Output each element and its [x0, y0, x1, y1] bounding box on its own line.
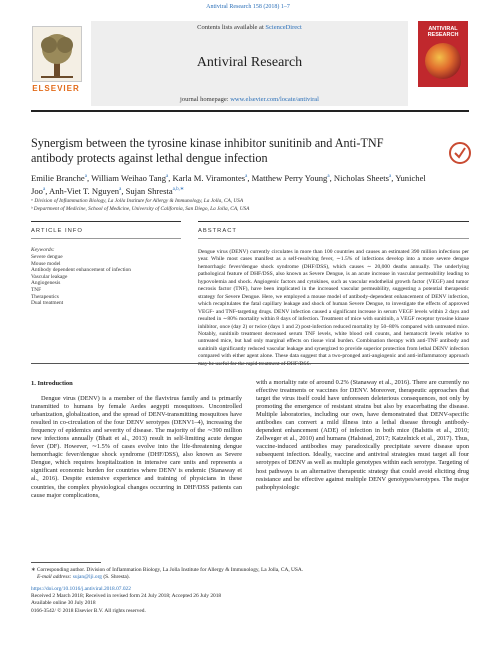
doi-link[interactable]: https://doi.org/10.1016/j.antiviral.2018.07.022 [31, 586, 131, 592]
keyword-item: Antibody dependent enhancement of infection [31, 267, 131, 274]
journal-homepage-link[interactable]: www.elsevier.com/locate/antiviral [230, 96, 319, 103]
received-dates: Received 2 March 2018; Received in revised form 24 July 2018; Accepted 26 July 2018 [31, 593, 222, 600]
abstract-rule [198, 238, 469, 239]
keyword-item: TNF [31, 286, 42, 293]
keywords-label: Keywords: [31, 247, 55, 253]
email-suffix: (S. Shresta). [102, 574, 130, 581]
abstract-bottom-rule [31, 363, 469, 364]
article-title: Synergism between the tyrosine kinase inhibitor sunitinib and Anti-TNF antibody protects against lethal dengue infection [31, 136, 384, 165]
corresponding-author-note: ∗ Corresponding author. Division of Inflammation Biology, La Jolla Institute for Allergy & Immunology, La Jolla, CA, USA. [31, 567, 304, 573]
author-affil-marker[interactable]: a [389, 174, 392, 179]
author-name[interactable]: Anh-Viet T. Nguyen [49, 186, 120, 197]
contents-prefix: Contents lists available at [197, 24, 266, 31]
available-online: Available online 30 July 2018 [31, 600, 96, 607]
author-name[interactable]: William Weihao Tang [91, 172, 166, 183]
affiliation-b: ᵇ Department of Medicine, School of Medicine, University of California, San Diego, La Jolla, CA, USA [31, 206, 250, 212]
article-info-heading: ARTICLE INFO [31, 228, 83, 234]
affiliation-a: ᵃ Division of Inflammation Biology, La Jolla Institute for Allergy & Immunology, La Jolla, CA, USA [31, 198, 244, 204]
author-affil-marker[interactable]: a,b,∗ [172, 187, 185, 193]
introduction-heading: 1. Introduction [31, 380, 73, 387]
cover-title: ANTIVIRAL RESEARCH [427, 26, 459, 38]
author-name[interactable]: Matthew Perry Young [251, 172, 328, 183]
contents-line [91, 24, 408, 31]
footnote-rule [31, 562, 101, 563]
author-name[interactable]: Sujan Shresta [125, 186, 173, 197]
keyword-item: Severe dengue [31, 254, 63, 260]
copyright: 0166-3542/ © 2018 Elsevier B.V. All rights reserved. [31, 607, 146, 614]
homepage-prefix: journal homepage: [180, 96, 231, 103]
keyword-item: Mouse model [31, 260, 61, 267]
author-affil-marker[interactable]: a [327, 174, 330, 179]
author-name[interactable]: Yunichel Joo [31, 172, 426, 197]
publisher-name: ELSEVIER [32, 84, 80, 93]
journal-reference[interactable]: Antiviral Research 158 (2018) 1–7 [206, 4, 290, 10]
publication-info [31, 586, 331, 615]
keyword-item: Therapeutics [31, 293, 59, 300]
article-info-top-rule [31, 221, 181, 222]
author-affil-marker[interactable]: a [245, 174, 248, 179]
author-affil-marker[interactable]: a [42, 187, 46, 193]
author-affil-marker[interactable]: a [119, 187, 122, 193]
author-affil-marker[interactable]: a [84, 174, 87, 179]
homepage-line [91, 96, 408, 103]
header-divider [31, 110, 469, 112]
keyword-item: Vascular leakage [31, 273, 68, 280]
article-info-rule [31, 238, 181, 239]
abstract-top-rule [198, 221, 469, 222]
keyword-item: Angiogenesis [31, 280, 61, 287]
author-affil-marker[interactable]: a [166, 174, 169, 179]
abstract-text: Dengue virus (DENV) currently circulates in more than 100 countries and causes an estimated 390 million infections per year. While most cases manifest as a self-resolving fever, ∼1.5% of infections develop into a more severe dengue hemorrhagic fever/dengue shock syndrome (DHF/DSS), which causes ∼ 20,000 deaths annually. The underlying pathological feature of DHF/DSS, also known as Severe Dengue, is an acute increase in vascular permeability leading to hypovolemia and shock. Angiogenic factors and cytokines, such as vascular endothelial growth factor (VEGF) and tumor necrosis factor (TNF), have been implicated in the increased vascular permeability, suggesting a potential therapeutic strategy for Severe Dengue. Here, we employed a mouse model of antibody-dependent enhancement of DENV infection, which recapitulates the fatal capillary leakage and shock of human Severe Dengue, to investigate the effects of approved VEGF- and TNF-targeting drugs. DENV infection caused a significant increase in serum VEGF levels within 2 days and resulted in ∼80% mortality within 8 days of infection. Treatment of mice with sunitinib, a VEGF receptor tyrosine kinase inhibitor, once (day 2) or twice (days 1 and 2) post-infection reduced mortality by 50–80% compared with untreated mice. Notably, sunitinib treatment decreased serum TNF levels, white blood cell counts, and hematocrit levels relative to untreated mice, but had only marginal effects on tissue viral burden. Combination therapy with anti-TNF antibody and sunitinib significantly reduced vascular leakage and synergized to provide superior protection from lethal DENV infection compared with either agent alone. These data suggest that a two-pronged anti-angiogenic and anti-inflammatory approach [198, 249, 469, 360]
author-name[interactable]: Karla M. Viramontes [172, 172, 246, 183]
email-label: E-mail address: [37, 574, 73, 581]
author-name[interactable]: Emilie Branche [31, 172, 85, 183]
elsevier-logo[interactable] [32, 26, 82, 82]
journal-title: Antiviral Research [196, 55, 303, 70]
sciencedirect-link[interactable]: ScienceDirect [265, 24, 302, 31]
body-left-column: Dengue virus (DENV) is a member of the flavivirus family and is primarily transmitted to humans by female Aedes aegypti mosquitoes. Uncontrolled urbanization, globalization, and the spread of DENV-transmitting mosquitoes have resulted in co-circulation of the four DENV serotypes (DENV1–4), increasing the frequency of epidemics and severity of disease. The majority of the ∼390 million new infections annually (Bhatt et al., 2013) result in self-limiting acute dengue fever (DF). However, ∼1.5% of cases evolve into the life-threatening dengue hemorrhagic fever/dengue shock syndrome (DHF/DSS), also known as Severe Dengue, which requires hospitalization in intensive care units and represents a significant economic burden for countries where DENV is endemic (Stanaway et al., 2016). Despite extensive experience and training of physicians in these countries, the complex physiological changes occurring in DHF/DSS patients can cause major complications, [31, 395, 242, 499]
abstract-heading: ABSTRACT [198, 228, 237, 234]
body-right-column: with a mortality rate of around 0.2% (Stanaway et al., 2016). There are currently no effective treatments or vaccines for DENV. Moreover, therapeutic approaches that target the virus itself could have unforeseen deleterious consequences, not only by promoting the emergence of resistant strains but also by exacerbating the disease. Multiple laboratories, including our own, have demonstrated that DENV-specific antibodies can convert a mild illness into a lethal disease through antibody-dependent enhancement (ADE) of infection in both mice (Balsitis et al., 2010; Zellweger et al., 2010) and humans (Halstead, 2017; Katzelnick et al., 2017). Thus, vaccine-induced antibodies may paradoxically precipitate severe disease upon subsequent infection. Ideally, vaccine and antiviral strategies must target all four serotypes of DENV as well as multiple genotypes within each serotype. Targeting of host pathways is an alternative therapeutic strategy that could avoid eliciting drug resistance and be effective against multiple DENV genotypes/serotypes. The major pathophysiologic [256, 379, 469, 491]
email-link[interactable]: sujan@lji.org [72, 574, 103, 581]
author-list: Emilie Branche$^a$, William Weihao Tang$^a$, Karla M. Viramontes$^a$, Matthew Perry Young$^a$, Nicholas Sheets$^a$, Yunichel Joo$^a$, Anh-Viet T. Nguyen$^a$, Sujan Shresta$^{a,b,∗}$ [31, 172, 426, 197]
keyword-list [31, 254, 181, 307]
email-line [31, 574, 469, 581]
keyword-item: Dual treatment [31, 300, 64, 307]
cover-artwork [425, 43, 461, 79]
footnote [31, 567, 469, 581]
crossmark-check-icon [454, 147, 466, 159]
author-name[interactable]: Nicholas Sheets [333, 172, 390, 183]
